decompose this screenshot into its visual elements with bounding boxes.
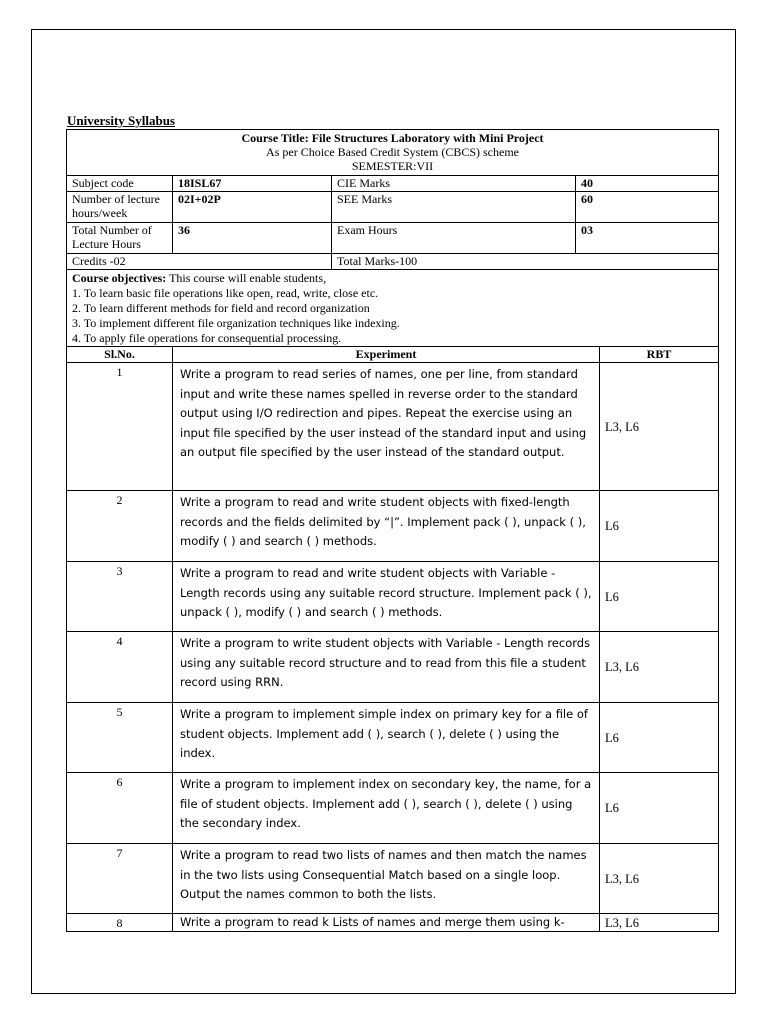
experiment-text-cell <box>173 703 600 773</box>
experiment-text: Write a program to write student objects with Variable - Length records using any suitable record structure and to read from this file a student record using RRN. <box>180 636 591 689</box>
experiment-row <box>67 844 719 914</box>
experiment-text: Write a program to read k Lists of names and merge them using k- <box>180 915 565 929</box>
experiment-row <box>67 703 719 773</box>
objectives-intro: This course will enable students, <box>166 271 327 285</box>
header-rbt: RBT <box>600 347 719 363</box>
detail-row <box>67 192 719 223</box>
experiment-rbt: L3, L6 <box>600 844 719 914</box>
detail-label: Subject code <box>67 176 173 192</box>
experiments-header-row <box>67 347 719 363</box>
experiment-row <box>67 562 719 632</box>
course-scheme: As per Choice Based Credit System (CBCS) scheme <box>266 145 519 159</box>
experiment-text: Write a program to implement index on secondary key, the name, for a file of student objects. Implement add ( ), search ( ), delete ( ) using the secondary index. <box>180 777 592 830</box>
experiment-rbt: L6 <box>600 491 719 562</box>
detail-value: 18ISL67 <box>173 176 332 192</box>
experiment-text-cell <box>173 773 600 844</box>
experiment-row <box>67 914 719 932</box>
experiment-rbt: L3, L6 <box>600 914 719 932</box>
experiment-text-cell <box>173 844 600 914</box>
objective-item: 1. To learn basic file operations like open, read, write, close etc. <box>72 286 379 300</box>
course-semester: SEMESTER:VII <box>351 159 434 173</box>
detail-value: 40 <box>576 176 719 192</box>
total-marks: Total Marks-100 <box>332 254 719 270</box>
experiment-text: Write a program to read and write student objects with Variable - Length records using any suitable record structure. Implement pack ( ), unpack ( ), modify ( ) and search ( ) methods. <box>180 566 592 619</box>
detail-label: SEE Marks <box>332 192 576 223</box>
objectives-heading <box>72 271 713 286</box>
experiment-text: Write a program to read series of names, one per line, from standard input and write these names spelled in reverse order to the standard output using I/O redirection and pipes. Repeat the exercise using an input file specified by the user instead of the standard input and using an output file specified by the user instead of the standard output. <box>180 367 587 459</box>
course-title-row <box>67 130 719 176</box>
credits-row <box>67 254 719 270</box>
detail-label: Exam Hours <box>332 223 576 254</box>
experiment-number: 4 <box>67 632 173 703</box>
experiment-row <box>67 773 719 844</box>
objective-item: 2. To learn different methods for field and record organization <box>72 301 370 315</box>
syllabus-table <box>66 129 719 932</box>
credits: Credits -02 <box>67 254 332 270</box>
experiment-number: 8 <box>67 914 173 932</box>
experiment-rbt: L6 <box>600 562 719 632</box>
experiment-text-cell <box>173 363 600 491</box>
experiment-number: 7 <box>67 844 173 914</box>
experiment-text-cell <box>173 491 600 562</box>
experiment-number: 3 <box>67 562 173 632</box>
experiment-text: Write a program to read two lists of names and then match the names in the two lists using Consequential Match based on a single loop. Output the names common to both the lists. <box>180 848 587 901</box>
experiment-rbt: L3, L6 <box>600 363 719 491</box>
detail-label: CIE Marks <box>332 176 576 192</box>
experiment-rbt: L6 <box>600 703 719 773</box>
experiment-text-cell <box>173 562 600 632</box>
experiment-text: Write a program to implement simple index on primary key for a file of student objects. Implement add ( ), search ( ), delete ( ) using the index. <box>180 707 588 760</box>
experiment-text-cell <box>173 914 600 932</box>
detail-value: 03 <box>576 223 719 254</box>
detail-value: 36 <box>173 223 332 254</box>
course-title-cell <box>67 130 719 176</box>
experiment-number: 2 <box>67 491 173 562</box>
experiment-number: 5 <box>67 703 173 773</box>
experiment-rbt: L3, L6 <box>600 632 719 703</box>
detail-label: Total Number of Lecture Hours <box>67 223 173 254</box>
experiment-row <box>67 632 719 703</box>
header-sl-no: Sl.No. <box>67 347 173 363</box>
experiment-row <box>67 491 719 562</box>
detail-label: Number of lecture hours/week <box>67 192 173 223</box>
experiment-text: Write a program to read and write student objects with fixed-length records and the fields delimited by “|”. Implement pack ( ), unpack ( ), modify ( ) and search ( ) methods. <box>180 495 586 548</box>
experiment-row <box>67 363 719 491</box>
page-heading: University Syllabus <box>67 113 175 128</box>
objectives-label: Course objectives: <box>72 271 167 285</box>
objectives-row <box>67 270 719 347</box>
detail-value: 60 <box>576 192 719 223</box>
detail-row <box>67 223 719 254</box>
header-experiment: Experiment <box>173 347 600 363</box>
objective-item: 3. To implement different file organization techniques like indexing. <box>72 316 400 330</box>
course-objectives <box>67 270 719 347</box>
experiment-number: 1 <box>67 363 173 491</box>
course-title: Course Title: File Structures Laboratory with Mini Project <box>241 131 544 145</box>
experiment-text-cell <box>173 632 600 703</box>
detail-value: 02I+02P <box>173 192 332 223</box>
detail-row <box>67 176 719 192</box>
experiment-number: 6 <box>67 773 173 844</box>
objective-item: 4. To apply file operations for consequential processing. <box>72 331 342 345</box>
experiment-rbt: L6 <box>600 773 719 844</box>
